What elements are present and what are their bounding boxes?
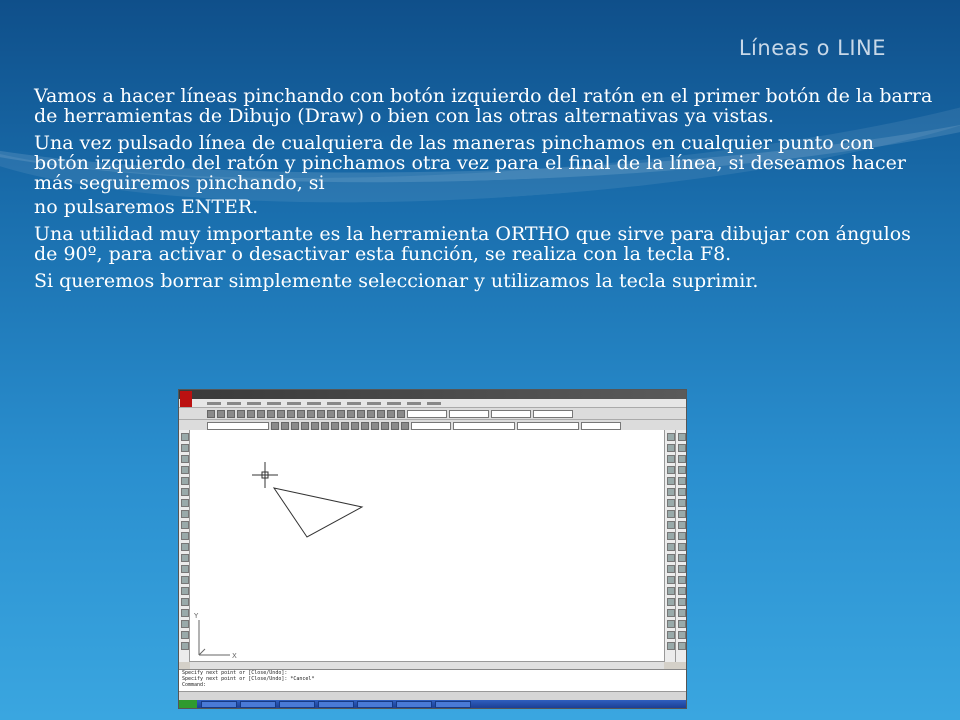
paragraph: Vamos a hacer líneas pinchando con botón izquierdo del ratón en el primer botón de la barra de herramientas de Dibujo (Draw) o bien con las otras alternativas ya vistas. bbox=[34, 85, 933, 127]
paragraph: Una utilidad muy importante es la herramienta ORTHO que sirve para dibujar con ángulos de 90º, para activar o desactivar esta función, se realiza con la tecla F8. bbox=[34, 223, 911, 265]
app-logo-icon bbox=[180, 391, 192, 407]
modify-toolbar bbox=[664, 430, 675, 662]
axis-y-label: Y bbox=[194, 612, 199, 620]
standard-toolbar bbox=[179, 408, 686, 420]
drawing-area bbox=[190, 430, 664, 662]
command-prompt: Command: bbox=[182, 682, 207, 688]
cad-screenshot bbox=[178, 389, 687, 709]
slide-title: Líneas o LINE bbox=[738, 36, 886, 60]
paragraph: no pulsaremos ENTER. bbox=[34, 196, 259, 218]
os-taskbar bbox=[179, 700, 686, 708]
draw-toolbar bbox=[179, 430, 190, 662]
start-button bbox=[179, 700, 197, 708]
command-history: Specify next point or [Close/Undo]: bbox=[182, 670, 288, 676]
command-line bbox=[179, 669, 686, 692]
ucs-axis-icon bbox=[199, 620, 230, 655]
paragraph: Si queremos borrar simplemente seleccionar y utilizamos la tecla suprimir. bbox=[34, 270, 759, 292]
dimension-toolbar bbox=[675, 430, 686, 662]
drawing-svg bbox=[190, 430, 664, 662]
menu-bar bbox=[179, 399, 686, 408]
window-titlebar bbox=[179, 390, 686, 399]
crosshair-cursor-icon bbox=[252, 462, 278, 488]
slide-body bbox=[34, 86, 934, 298]
command-history: Specify next point or [Close/Undo]: *Cancel* bbox=[182, 676, 315, 682]
status-bar bbox=[179, 691, 686, 700]
paragraph: Una vez pulsado línea de cualquiera de las maneras pinchamos en cualquier punto con botón izquierdo del ratón y pinchamos otra vez para el final de la línea, si deseamos hacer más seguiremos pinchando, si bbox=[34, 132, 906, 194]
axis-x-label: X bbox=[232, 652, 237, 660]
triangle-shape bbox=[274, 488, 362, 537]
